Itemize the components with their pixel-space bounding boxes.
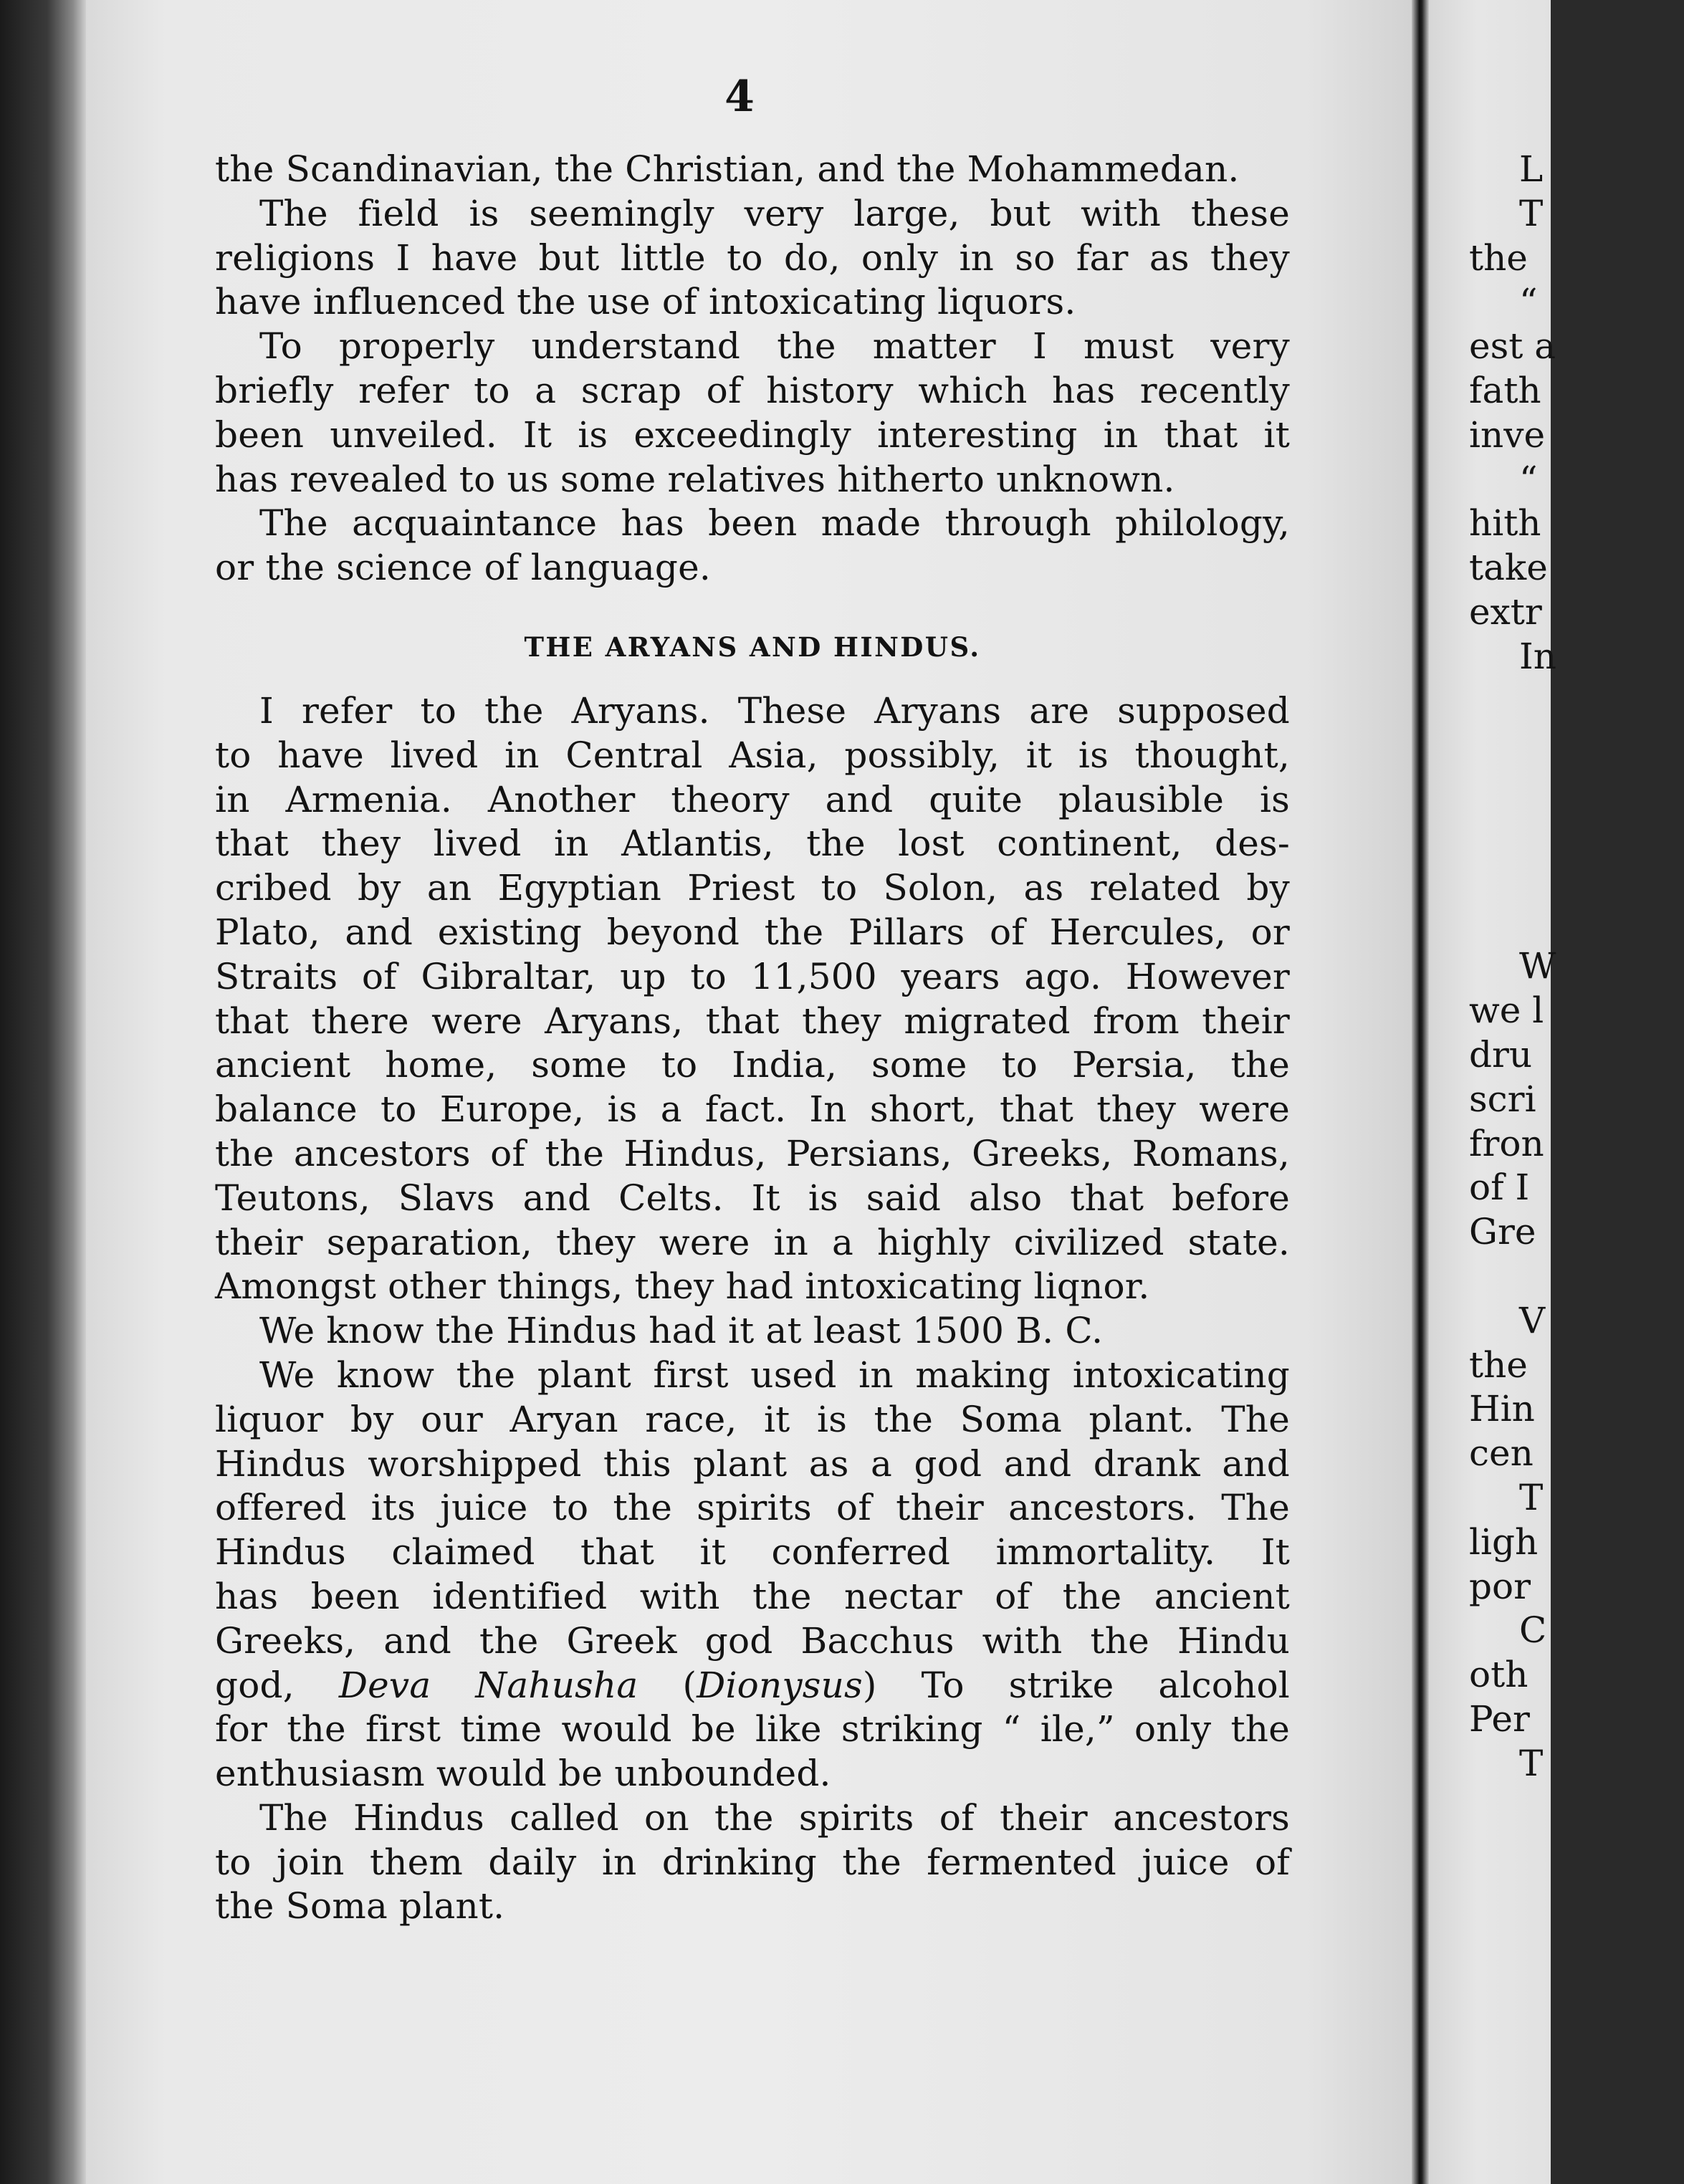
paragraph bbox=[215, 192, 1290, 325]
text-line: cribed by an Egyptian Priest to Solon, as related by bbox=[215, 867, 1290, 909]
main-text-column bbox=[215, 148, 1290, 1929]
text-line: have influenced the use of intoxicating liquors. bbox=[215, 281, 1076, 323]
paragraph bbox=[215, 148, 1290, 192]
facing-page-fragment: take bbox=[1469, 547, 1548, 589]
facing-page-fragment: the bbox=[1469, 236, 1528, 279]
text-line: ancient home, some to India, some to Persia, the bbox=[215, 1044, 1290, 1086]
text-line: briefly refer to a scrap of history which has recently bbox=[215, 369, 1290, 411]
scan-left-border bbox=[0, 0, 86, 2184]
italic-term: Dionysus bbox=[697, 1664, 863, 1706]
facing-page-fragment: W bbox=[1519, 945, 1556, 987]
text-line: Hindus claimed that it conferred immortality. It bbox=[215, 1531, 1290, 1574]
facing-page-fragment: “ bbox=[1519, 458, 1538, 500]
facing-page-fragment: “ bbox=[1519, 281, 1538, 323]
facing-page-fragment: fath bbox=[1469, 369, 1541, 411]
facing-page-fragment: In bbox=[1519, 635, 1556, 677]
text-line: offered its juice to the spirits of their ancestors. The bbox=[215, 1487, 1290, 1529]
facing-page-fragment: por bbox=[1469, 1565, 1531, 1607]
text-line: Hindus worshipped this plant as a god and drank and bbox=[215, 1442, 1290, 1485]
facing-page-fragment: T bbox=[1519, 192, 1544, 234]
text-line: liquor by our Aryan race, it is the Soma plant. The bbox=[215, 1398, 1290, 1440]
facing-page-text bbox=[1469, 148, 1684, 1786]
text-line: the Scandinavian, the Christian, and the Mohammedan. bbox=[215, 148, 1240, 190]
text-line: for the first time would be like striking “ ile,” only the bbox=[215, 1708, 1290, 1750]
text-line: Greeks, and the Greek god Bacchus with the Hindu bbox=[215, 1619, 1290, 1662]
facing-page-fragment: scri bbox=[1469, 1078, 1536, 1120]
text-line: The acquaintance has been made through philology, bbox=[259, 502, 1290, 545]
text-line: I refer to the Aryans. These Aryans are supposed bbox=[259, 689, 1290, 732]
text-line: To properly understand the matter I must very bbox=[259, 325, 1290, 368]
text-line-with-italics bbox=[215, 1664, 1290, 1708]
facing-page-fragment: ligh bbox=[1469, 1520, 1539, 1563]
text-line: Teutons, Slavs and Celts. It is said also that before bbox=[215, 1177, 1290, 1219]
text-line: religions I have but little to do, only in so far as they bbox=[215, 236, 1290, 279]
text-line: to join them daily in drinking the fermented juice of bbox=[215, 1841, 1290, 1883]
blank-line bbox=[1469, 767, 1684, 812]
facing-page-fragment: Per bbox=[1469, 1697, 1530, 1740]
text-line: enthusiasm would be unbounded. bbox=[215, 1753, 831, 1795]
facing-page-fragment: C bbox=[1519, 1609, 1547, 1652]
facing-page-fragment: cen bbox=[1469, 1432, 1534, 1475]
text-line: to have lived in Central Asia, possibly, it is thought, bbox=[215, 734, 1290, 776]
blank-line bbox=[1469, 901, 1684, 945]
facing-page-fragment: we l bbox=[1469, 990, 1544, 1032]
text-line: the ancestors of the Hindus, Persians, Greeks, Romans, bbox=[215, 1132, 1290, 1174]
blank-line bbox=[1469, 856, 1684, 901]
facing-page-fragment: dru bbox=[1469, 1033, 1533, 1076]
text-segment: ) To strike alcohol bbox=[862, 1664, 1290, 1706]
text-line: balance to Europe, is a fact. In short, that they were bbox=[215, 1088, 1290, 1131]
facing-page-fragment: hith bbox=[1469, 502, 1541, 545]
facing-page-fragment: Hin bbox=[1469, 1388, 1535, 1430]
facing-page-fragment: of I bbox=[1469, 1167, 1530, 1209]
paragraph bbox=[215, 1354, 1290, 1664]
facing-page-fragment: T bbox=[1519, 1476, 1544, 1518]
text-line: or the science of language. bbox=[215, 547, 712, 589]
text-line: Amongst other things, they had intoxicating liqnor. bbox=[215, 1265, 1150, 1308]
text-line: has revealed to us some relatives hitherto unknown. bbox=[215, 458, 1175, 500]
text-line: The Hindus called on the spirits of their ancestors bbox=[259, 1796, 1290, 1839]
facing-page-fragment: est a bbox=[1469, 325, 1556, 368]
facing-page-fragment: extr bbox=[1469, 590, 1542, 633]
text-line: that they lived in Atlantis, the lost continent, des- bbox=[215, 823, 1290, 865]
paragraph bbox=[215, 1309, 1290, 1354]
facing-page-fragment: T bbox=[1519, 1742, 1544, 1784]
facing-page-fragment: oth bbox=[1469, 1654, 1528, 1696]
paragraph bbox=[215, 1796, 1290, 1929]
book-gutter bbox=[1412, 0, 1429, 2184]
facing-page-fragment: the bbox=[1469, 1344, 1528, 1386]
text-line: We know the plant first used in making intoxicating bbox=[259, 1354, 1290, 1396]
facing-page-fragment: L bbox=[1519, 148, 1544, 190]
text-line: their separation, they were in a highly civilized state. bbox=[215, 1221, 1290, 1263]
text-line: has been identified with the nectar of the ancient bbox=[215, 1575, 1290, 1617]
paragraph bbox=[215, 325, 1290, 502]
text-line: We know the Hindus had it at least 1500 B. C. bbox=[259, 1310, 1104, 1352]
blank-line bbox=[1469, 1255, 1684, 1299]
paragraph bbox=[215, 502, 1290, 590]
facing-page-fragment: fron bbox=[1469, 1122, 1544, 1164]
page-number: 4 bbox=[724, 72, 755, 122]
facing-page-fragment: V bbox=[1519, 1299, 1546, 1341]
section-heading: THE ARYANS AND HINDUS. bbox=[524, 631, 981, 663]
text-segment: ( bbox=[638, 1664, 697, 1706]
text-line: in Armenia. Another theory and quite plausible is bbox=[215, 778, 1290, 820]
blank-line bbox=[1469, 679, 1684, 724]
paragraph bbox=[215, 689, 1290, 1309]
text-line: Straits of Gibraltar, up to 11,500 years ago. However bbox=[215, 955, 1290, 997]
facing-page-fragment: inve bbox=[1469, 413, 1546, 456]
text-segment: god, bbox=[215, 1664, 339, 1706]
spacer bbox=[215, 590, 1290, 616]
paragraph bbox=[215, 1708, 1290, 1796]
blank-line bbox=[1469, 812, 1684, 856]
text-line: the Soma plant. bbox=[215, 1885, 505, 1927]
text-line: been unveiled. It is exceedingly interesting in that it bbox=[215, 413, 1290, 456]
italic-term: Deva Nahusha bbox=[338, 1664, 638, 1706]
text-line: Plato, and existing beyond the Pillars of Hercules, or bbox=[215, 911, 1290, 953]
text-line: The field is seemingly very large, but with these bbox=[259, 192, 1290, 234]
blank-line bbox=[1469, 723, 1684, 767]
text-line: that there were Aryans, that they migrated from their bbox=[215, 1000, 1290, 1042]
facing-page-fragment: Gre bbox=[1469, 1211, 1536, 1253]
